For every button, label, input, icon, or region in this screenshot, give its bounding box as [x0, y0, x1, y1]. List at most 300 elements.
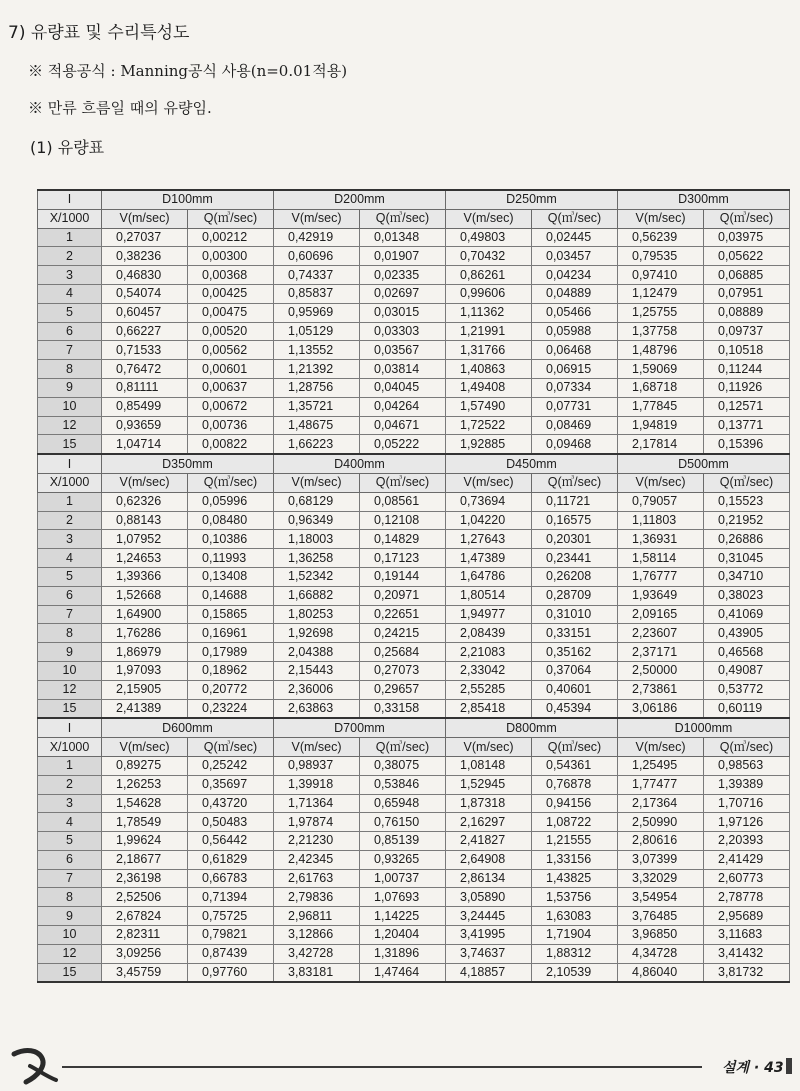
slope-value: 12 [38, 416, 102, 435]
pipe-size-header: D1000mm [618, 718, 790, 737]
slope-value: 5 [38, 303, 102, 322]
discharge-value: 0,97760 [188, 963, 274, 982]
pipe-size-header: D350mm [102, 454, 274, 473]
discharge-value: 0,06885 [704, 266, 790, 285]
pipe-size-header: D600mm [102, 718, 274, 737]
discharge-value: 0,75725 [188, 907, 274, 926]
slope-unit-header: X/1000 [38, 738, 102, 757]
slope-value: 1 [38, 492, 102, 511]
discharge-value: 1,33156 [532, 850, 618, 869]
table-row [38, 756, 790, 775]
discharge-value: 0,21952 [704, 511, 790, 530]
velocity-value: 1,54628 [102, 794, 188, 813]
discharge-value: 0,07334 [532, 378, 618, 397]
velocity-value: 1,80253 [274, 605, 360, 624]
velocity-value: 3,74637 [446, 944, 532, 963]
formula-note: ※ 적용공식 : Manning공식 사용(n=0.01적용) [28, 62, 348, 80]
slope-value: 6 [38, 586, 102, 605]
discharge-value: 0,15396 [704, 435, 790, 454]
discharge-value: 0,08480 [188, 511, 274, 530]
velocity-value: 1,93649 [618, 586, 704, 605]
slope-value: 1 [38, 756, 102, 775]
velocity-value: 3,96850 [618, 926, 704, 945]
discharge-value: 0,12571 [704, 397, 790, 416]
discharge-value: 0,08889 [704, 303, 790, 322]
velocity-value: 3,41995 [446, 926, 532, 945]
discharge-value: 0,10518 [704, 341, 790, 360]
discharge-value: 0,38023 [704, 586, 790, 605]
velocity-value: 1,52945 [446, 775, 532, 794]
slope-value: 12 [38, 944, 102, 963]
discharge-value: 0,05222 [360, 435, 446, 454]
velocity-value: 3,42728 [274, 944, 360, 963]
discharge-value: 0,43720 [188, 794, 274, 813]
velocity-value: 1,13552 [274, 341, 360, 360]
discharge-value: 0,98563 [704, 756, 790, 775]
velocity-value: 2,15905 [102, 680, 188, 699]
velocity-value: 0,95969 [274, 303, 360, 322]
slope-value: 10 [38, 661, 102, 680]
slope-header: I [38, 454, 102, 473]
table-row [38, 360, 790, 379]
velocity-value: 1,04714 [102, 435, 188, 454]
slope-value: 6 [38, 850, 102, 869]
discharge-value: 0,08469 [532, 416, 618, 435]
discharge-value: 0,06468 [532, 341, 618, 360]
slope-value: 2 [38, 511, 102, 530]
discharge-value: 0,40601 [532, 680, 618, 699]
velocity-value: 0,60696 [274, 247, 360, 266]
discharge-value: 0,56442 [188, 832, 274, 851]
slope-value: 7 [38, 605, 102, 624]
velocity-value: 1,97874 [274, 813, 360, 832]
discharge-value: 0,05996 [188, 492, 274, 511]
discharge-value: 0,54361 [532, 756, 618, 775]
velocity-value: 2,41827 [446, 832, 532, 851]
discharge-value: 0,43905 [704, 624, 790, 643]
velocity-header: V(m/sec) [446, 473, 532, 492]
discharge-value: 0,31045 [704, 549, 790, 568]
discharge-value: 0,00368 [188, 266, 274, 285]
discharge-value: 0,09737 [704, 322, 790, 341]
velocity-value: 3,06186 [618, 699, 704, 718]
discharge-value: 0,46568 [704, 643, 790, 662]
velocity-value: 1,76777 [618, 567, 704, 586]
discharge-value: 0,17123 [360, 549, 446, 568]
velocity-value: 1,59069 [618, 360, 704, 379]
velocity-value: 1,77845 [618, 397, 704, 416]
slope-value: 10 [38, 926, 102, 945]
velocity-value: 0,86261 [446, 266, 532, 285]
velocity-value: 2,79836 [274, 888, 360, 907]
discharge-value: 0,19144 [360, 567, 446, 586]
pipe-size-header: D250mm [446, 190, 618, 209]
velocity-value: 0,81111 [102, 378, 188, 397]
discharge-value: 0,05622 [704, 247, 790, 266]
discharge-value: 1,88312 [532, 944, 618, 963]
velocity-value: 1,66223 [274, 435, 360, 454]
discharge-value: 0,04045 [360, 378, 446, 397]
discharge-value: 0,29657 [360, 680, 446, 699]
velocity-header: V(m/sec) [102, 209, 188, 228]
velocity-value: 1,52668 [102, 586, 188, 605]
discharge-value: 3,41432 [704, 944, 790, 963]
table-row [38, 926, 790, 945]
discharge-value: 0,02335 [360, 266, 446, 285]
velocity-value: 0,88143 [102, 511, 188, 530]
discharge-value: 2,95689 [704, 907, 790, 926]
velocity-value: 1,31766 [446, 341, 532, 360]
publisher-logo-icon [8, 1046, 60, 1086]
discharge-value: 1,08722 [532, 813, 618, 832]
discharge-value: 0,45394 [532, 699, 618, 718]
discharge-value: 0,07731 [532, 397, 618, 416]
table-row [38, 963, 790, 982]
discharge-value: 0,65948 [360, 794, 446, 813]
discharge-value: 0,02697 [360, 284, 446, 303]
table-row [38, 794, 790, 813]
discharge-value: 0,15523 [704, 492, 790, 511]
velocity-value: 0,73694 [446, 492, 532, 511]
discharge-value: 0,26886 [704, 530, 790, 549]
velocity-value: 1,57490 [446, 397, 532, 416]
discharge-value: 0,35162 [532, 643, 618, 662]
slope-value: 12 [38, 680, 102, 699]
velocity-value: 0,27037 [102, 228, 188, 247]
discharge-header: Q(㎥/sec) [532, 209, 618, 228]
discharge-value: 0,02445 [532, 228, 618, 247]
slope-value: 8 [38, 624, 102, 643]
velocity-value: 4,18857 [446, 963, 532, 982]
discharge-value: 0,00637 [188, 378, 274, 397]
velocity-value: 1,47389 [446, 549, 532, 568]
velocity-value: 0,99606 [446, 284, 532, 303]
discharge-value: 0,13771 [704, 416, 790, 435]
pipe-size-header-row [38, 190, 790, 209]
slope-value: 7 [38, 869, 102, 888]
discharge-header: Q(㎥/sec) [532, 473, 618, 492]
table-row [38, 944, 790, 963]
velocity-value: 4,86040 [618, 963, 704, 982]
discharge-header: Q(㎥/sec) [360, 473, 446, 492]
table-row [38, 397, 790, 416]
table-row [38, 869, 790, 888]
velocity-value: 2,86134 [446, 869, 532, 888]
slope-value: 5 [38, 567, 102, 586]
velocity-value: 1,52342 [274, 567, 360, 586]
velocity-value: 1,78549 [102, 813, 188, 832]
velocity-value: 1,25495 [618, 756, 704, 775]
velocity-value: 4,34728 [618, 944, 704, 963]
discharge-value: 0,03814 [360, 360, 446, 379]
footer-bar [786, 1058, 792, 1074]
discharge-value: 0,37064 [532, 661, 618, 680]
velocity-value: 0,68129 [274, 492, 360, 511]
discharge-value: 0,13408 [188, 567, 274, 586]
slope-value: 2 [38, 775, 102, 794]
velocity-value: 2,73861 [618, 680, 704, 699]
velocity-header: V(m/sec) [102, 473, 188, 492]
discharge-value: 0,22651 [360, 605, 446, 624]
discharge-value: 0,66783 [188, 869, 274, 888]
velocity-value: 1,04220 [446, 511, 532, 530]
discharge-value: 1,20404 [360, 926, 446, 945]
velocity-header: V(m/sec) [274, 209, 360, 228]
discharge-value: 0,18962 [188, 661, 274, 680]
velocity-value: 0,79057 [618, 492, 704, 511]
discharge-value: 0,03015 [360, 303, 446, 322]
discharge-value: 0,05466 [532, 303, 618, 322]
velocity-value: 2,08439 [446, 624, 532, 643]
discharge-value: 0,53772 [704, 680, 790, 699]
flow-condition-note: ※ 만류 흐름일 때의 유량임. [28, 99, 212, 117]
column-header-row [38, 473, 790, 492]
table-row [38, 832, 790, 851]
velocity-value: 1,48796 [618, 341, 704, 360]
discharge-header: Q(㎥/sec) [360, 209, 446, 228]
velocity-value: 0,71533 [102, 341, 188, 360]
velocity-value: 1,18003 [274, 530, 360, 549]
table-row [38, 850, 790, 869]
velocity-value: 2,36198 [102, 869, 188, 888]
velocity-value: 0,85499 [102, 397, 188, 416]
velocity-value: 2,80616 [618, 832, 704, 851]
column-header-row [38, 738, 790, 757]
pipe-size-header: D400mm [274, 454, 446, 473]
velocity-value: 2,85418 [446, 699, 532, 718]
discharge-value: 0,05988 [532, 322, 618, 341]
discharge-value: 0,11926 [704, 378, 790, 397]
velocity-value: 1,07952 [102, 530, 188, 549]
slope-value: 3 [38, 794, 102, 813]
discharge-value: 0,04889 [532, 284, 618, 303]
discharge-header: Q(㎥/sec) [188, 473, 274, 492]
discharge-value: 0,41069 [704, 605, 790, 624]
velocity-header: V(m/sec) [274, 738, 360, 757]
velocity-value: 1,27643 [446, 530, 532, 549]
pipe-size-header-row [38, 718, 790, 737]
velocity-value: 1,68718 [618, 378, 704, 397]
table-row [38, 813, 790, 832]
slope-value: 4 [38, 284, 102, 303]
slope-value: 15 [38, 963, 102, 982]
table-row [38, 549, 790, 568]
slope-value: 15 [38, 435, 102, 454]
velocity-value: 2,64908 [446, 850, 532, 869]
table-row [38, 775, 790, 794]
table-row [38, 266, 790, 285]
slope-header: I [38, 718, 102, 737]
velocity-value: 2,52506 [102, 888, 188, 907]
discharge-value: 0,00562 [188, 341, 274, 360]
discharge-value: 0,79821 [188, 926, 274, 945]
velocity-value: 0,76472 [102, 360, 188, 379]
velocity-value: 1,87318 [446, 794, 532, 813]
discharge-value: 0,14688 [188, 586, 274, 605]
table-row [38, 378, 790, 397]
discharge-value: 0,34710 [704, 567, 790, 586]
slope-header: I [38, 190, 102, 209]
velocity-value: 1,25755 [618, 303, 704, 322]
velocity-value: 1,92698 [274, 624, 360, 643]
discharge-value: 0,00822 [188, 435, 274, 454]
slope-value: 10 [38, 397, 102, 416]
discharge-value: 0,20971 [360, 586, 446, 605]
velocity-value: 1,71364 [274, 794, 360, 813]
discharge-value: 0,94156 [532, 794, 618, 813]
discharge-value: 0,03303 [360, 322, 446, 341]
velocity-value: 3,83181 [274, 963, 360, 982]
column-header-row [38, 209, 790, 228]
discharge-value: 1,14225 [360, 907, 446, 926]
velocity-value: 3,05890 [446, 888, 532, 907]
discharge-value: 0,08561 [360, 492, 446, 511]
discharge-value: 1,00737 [360, 869, 446, 888]
discharge-value: 0,20301 [532, 530, 618, 549]
velocity-header: V(m/sec) [618, 209, 704, 228]
discharge-value: 2,20393 [704, 832, 790, 851]
slope-value: 8 [38, 360, 102, 379]
velocity-value: 1,08148 [446, 756, 532, 775]
table-row [38, 567, 790, 586]
table-row [38, 492, 790, 511]
velocity-value: 1,21991 [446, 322, 532, 341]
pipe-size-header: D300mm [618, 190, 790, 209]
table-row [38, 322, 790, 341]
velocity-value: 1,24653 [102, 549, 188, 568]
discharge-value: 0,01348 [360, 228, 446, 247]
slope-value: 4 [38, 549, 102, 568]
table-row [38, 907, 790, 926]
velocity-value: 1,40863 [446, 360, 532, 379]
velocity-value: 2,04388 [274, 643, 360, 662]
discharge-value: 0,50483 [188, 813, 274, 832]
discharge-value: 2,78778 [704, 888, 790, 907]
pipe-size-header: D200mm [274, 190, 446, 209]
table-row [38, 341, 790, 360]
velocity-value: 3,07399 [618, 850, 704, 869]
velocity-value: 1,21392 [274, 360, 360, 379]
velocity-value: 0,74337 [274, 266, 360, 285]
discharge-value: 0,04671 [360, 416, 446, 435]
discharge-value: 3,11683 [704, 926, 790, 945]
velocity-value: 1,39366 [102, 567, 188, 586]
discharge-value: 0,35697 [188, 775, 274, 794]
slope-value: 8 [38, 888, 102, 907]
discharge-value: 1,97126 [704, 813, 790, 832]
velocity-value: 0,93659 [102, 416, 188, 435]
discharge-value: 0,06915 [532, 360, 618, 379]
velocity-value: 1,48675 [274, 416, 360, 435]
pipe-size-header-row [38, 454, 790, 473]
discharge-value: 0,33158 [360, 699, 446, 718]
pipe-size-header: D500mm [618, 454, 790, 473]
table-row [38, 586, 790, 605]
velocity-value: 2,42345 [274, 850, 360, 869]
velocity-value: 0,96349 [274, 511, 360, 530]
velocity-value: 2,23607 [618, 624, 704, 643]
discharge-value: 0,00300 [188, 247, 274, 266]
discharge-value: 2,41429 [704, 850, 790, 869]
discharge-value: 0,11993 [188, 549, 274, 568]
page-number: 설계 · 43 [722, 1060, 784, 1076]
discharge-value: 1,53756 [532, 888, 618, 907]
velocity-value: 0,42919 [274, 228, 360, 247]
discharge-value: 0,10386 [188, 530, 274, 549]
discharge-value: 0,31010 [532, 605, 618, 624]
discharge-value: 0,00672 [188, 397, 274, 416]
velocity-value: 1,49408 [446, 378, 532, 397]
discharge-value: 0,11244 [704, 360, 790, 379]
table-row [38, 605, 790, 624]
slope-value: 5 [38, 832, 102, 851]
discharge-value: 1,70716 [704, 794, 790, 813]
velocity-value: 0,79535 [618, 247, 704, 266]
discharge-value: 0,03567 [360, 341, 446, 360]
velocity-value: 2,09165 [618, 605, 704, 624]
table-row [38, 416, 790, 435]
discharge-value: 0,00520 [188, 322, 274, 341]
discharge-value: 0,38075 [360, 756, 446, 775]
discharge-value: 0,03457 [532, 247, 618, 266]
discharge-value: 1,21555 [532, 832, 618, 851]
slope-value: 2 [38, 247, 102, 266]
velocity-value: 1,80514 [446, 586, 532, 605]
table-row [38, 530, 790, 549]
slope-value: 15 [38, 699, 102, 718]
velocity-value: 2,15443 [274, 661, 360, 680]
velocity-value: 0,60457 [102, 303, 188, 322]
flow-rate-table [37, 189, 790, 983]
velocity-value: 1,76286 [102, 624, 188, 643]
velocity-value: 2,17814 [618, 435, 704, 454]
table-row [38, 888, 790, 907]
discharge-header: Q(㎥/sec) [188, 209, 274, 228]
slope-value: 3 [38, 266, 102, 285]
slope-value: 9 [38, 907, 102, 926]
velocity-value: 2,96811 [274, 907, 360, 926]
discharge-value: 1,71904 [532, 926, 618, 945]
table-subheading: (1) 유량표 [30, 138, 105, 157]
discharge-header: Q(㎥/sec) [188, 738, 274, 757]
discharge-value: 0,28709 [532, 586, 618, 605]
velocity-value: 1,94977 [446, 605, 532, 624]
table-row [38, 661, 790, 680]
discharge-value: 0,00736 [188, 416, 274, 435]
velocity-value: 3,54954 [618, 888, 704, 907]
discharge-value: 0,76150 [360, 813, 446, 832]
velocity-value: 2,21230 [274, 832, 360, 851]
velocity-value: 2,67824 [102, 907, 188, 926]
discharge-header: Q(㎥/sec) [532, 738, 618, 757]
discharge-value: 0,09468 [532, 435, 618, 454]
discharge-value: 0,01907 [360, 247, 446, 266]
velocity-value: 2,50000 [618, 661, 704, 680]
discharge-value: 0,04264 [360, 397, 446, 416]
discharge-value: 0,85139 [360, 832, 446, 851]
discharge-value: 0,16961 [188, 624, 274, 643]
velocity-value: 1,64786 [446, 567, 532, 586]
velocity-value: 1,72522 [446, 416, 532, 435]
discharge-value: 0,20772 [188, 680, 274, 699]
velocity-header: V(m/sec) [618, 473, 704, 492]
velocity-value: 0,56239 [618, 228, 704, 247]
slope-value: 3 [38, 530, 102, 549]
velocity-value: 0,89275 [102, 756, 188, 775]
slope-unit-header: X/1000 [38, 473, 102, 492]
slope-unit-header: X/1000 [38, 209, 102, 228]
velocity-value: 0,38236 [102, 247, 188, 266]
